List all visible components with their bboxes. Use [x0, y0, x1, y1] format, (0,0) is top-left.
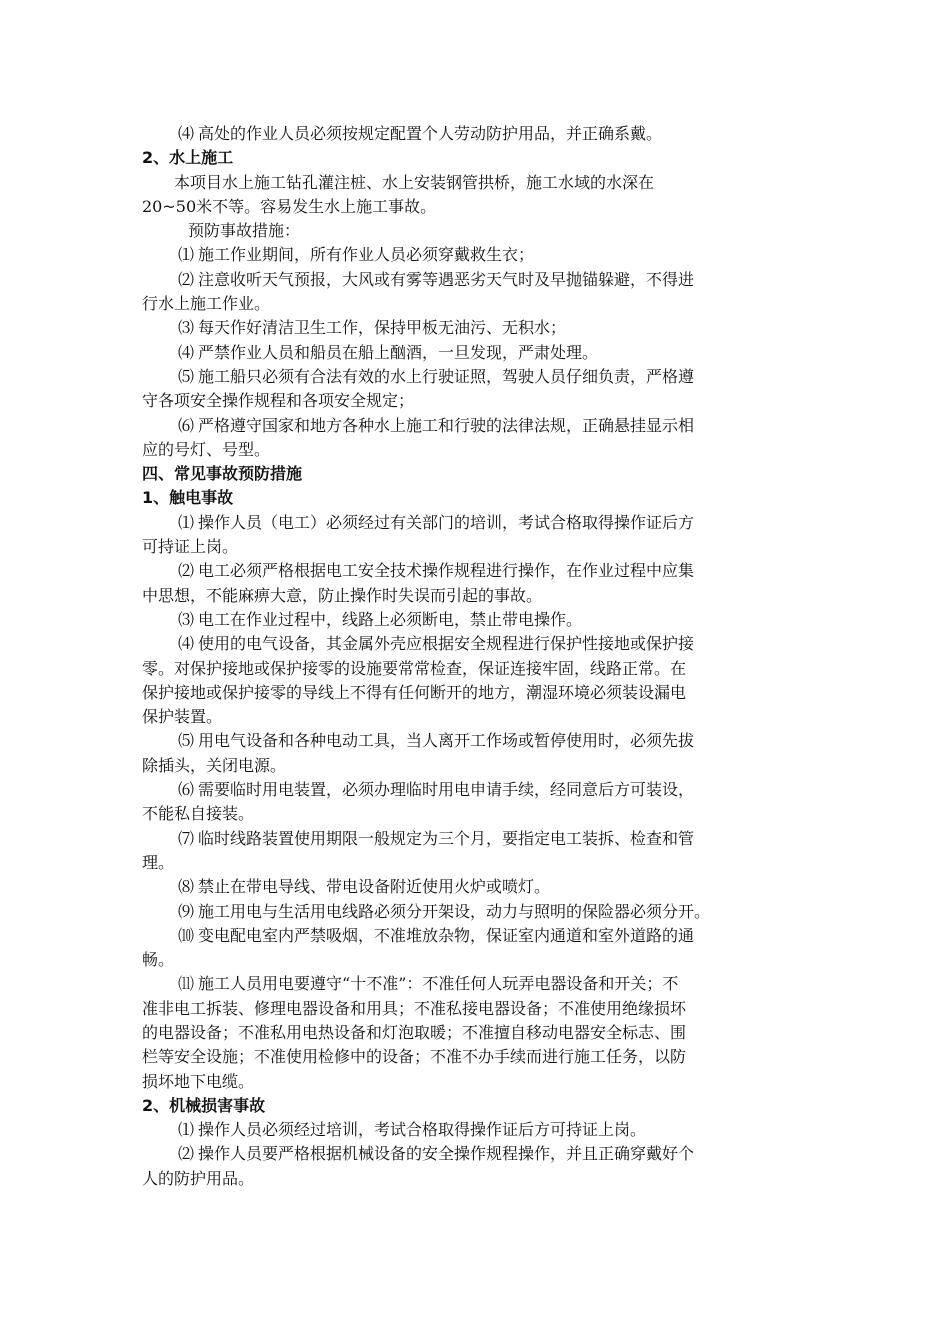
list-item — [142, 729, 818, 753]
list-item — [142, 972, 818, 996]
item-text: 注意收听天气预报，大风或有雾等遇恶劣天气时及早抛锚躲避，不得进 — [198, 269, 695, 289]
list-item — [142, 559, 818, 583]
item-number: ⑷ — [178, 634, 195, 654]
list-item — [142, 316, 818, 340]
item-text: 变电配电室内严禁吸烟，不准堆放杂物，保证室内通道和室外道路的通 — [198, 925, 695, 945]
continuation-line: 中思想，不能麻痹大意，防止操作时失误而引起的事故。 — [142, 585, 543, 605]
continuation-line: 的电器设备；不准私用电热设备和灯泡取暖；不准擅自移动电器安全标志、围 — [142, 1022, 687, 1042]
continuation-line: 保护装置。 — [142, 707, 223, 727]
list-item — [142, 122, 818, 146]
item-text: 高处的作业人员必须按规定配置个人劳动防护用品，并正确系戴。 — [198, 124, 663, 143]
list-item — [142, 924, 818, 948]
item-text: 禁止在带电导线、带电设备附近使用火炉或喷灯。 — [198, 877, 551, 897]
item-text: 临时线路装置使用期限一般规定为三个月，要指定电工装拆、检查和管 — [198, 828, 695, 848]
item-number: ⑸ — [178, 731, 195, 751]
list-item — [142, 268, 818, 292]
item-number: ⑻ — [178, 877, 195, 897]
continuation-line: 除插头，关闭电源。 — [142, 755, 287, 775]
list-item — [142, 243, 818, 267]
item-number: ⑴ — [178, 512, 195, 532]
list-item — [142, 365, 818, 389]
item-text: 施工用电与生活用电线路必须分开架设，动力与照明的保险器必须分开。 — [198, 901, 711, 921]
continuation-line: 人的防护用品。 — [142, 1168, 255, 1188]
item-text: 施工船只必须有合法有效的水上行驶证照，驾驶人员仔细负责，严格遵 — [198, 366, 695, 386]
item-text: 使用的电气设备，其金属外壳应根据安全规程进行保护性接地或保护接 — [198, 634, 695, 654]
item-number: ⑴ — [178, 1120, 195, 1140]
list-item — [142, 341, 818, 365]
item-number: ⑷ — [178, 124, 195, 143]
item-number: ⑴ — [178, 245, 195, 265]
item-text: 电工在作业过程中，线路上必须断电，禁止带电操作。 — [198, 609, 583, 629]
item-number: ⑶ — [178, 609, 195, 629]
section-heading: 1、触电事故 — [142, 488, 234, 508]
item-text: 需要临时用电装置，必须办理临时用电申请手续，经同意后方可装设， — [198, 780, 695, 800]
list-item — [142, 900, 818, 924]
item-number: ⑼ — [178, 901, 195, 921]
item-number: ⑷ — [178, 342, 195, 362]
continuation-line: 栏等安全设施；不准使用检修中的设备；不准不办手续而进行施工任务，以防 — [142, 1047, 687, 1067]
item-text: 施工人员用电要遵守“十不准”：不准任何人玩弄电器设备和开关；不 — [198, 974, 679, 994]
continuation-line: 保护接地或保护接零的导线上不得有任何断开的地方，潮湿环境必须装设漏电 — [142, 682, 687, 702]
paragraph-line: 本项目水上施工钻孔灌注桩、水上安装钢管拱桥，施工水域的水深在 — [174, 172, 655, 192]
section-heading: 四、常见事故预防措施 — [142, 464, 303, 484]
section-heading: 2、机械损害事故 — [142, 1095, 266, 1115]
list-item — [142, 1118, 818, 1142]
item-number: ⑾ — [178, 974, 195, 994]
continuation-line: 零。对保护接地或保护接零的设施要常常检查，保证连接牢固，线路正常。在 — [142, 658, 687, 678]
continuation-line: 理。 — [142, 852, 175, 872]
item-number: ⑹ — [178, 415, 195, 435]
item-number: ⑵ — [178, 1144, 195, 1164]
list-item — [142, 778, 818, 802]
continuation-line: 守各项安全操作规程和各项安全规定； — [142, 391, 415, 411]
continuation-line: 畅。 — [142, 950, 175, 970]
continuation-line: 应的号灯、号型。 — [142, 439, 271, 459]
item-text: 电工必须严格根据电工安全技术操作规程进行操作，在作业过程中应集 — [198, 561, 695, 581]
list-item — [142, 608, 818, 632]
section-heading: 2、水上施工 — [142, 148, 234, 168]
item-text: 每天作好清洁卫生工作，保持甲板无油污、无积水； — [198, 318, 567, 338]
list-item — [142, 632, 818, 656]
item-text: 操作人员要严格根据机械设备的安全操作规程操作，并且正确穿戴好个 — [198, 1144, 695, 1164]
item-text: 操作人员必须经过培训，考试合格取得操作证后方可持证上岗。 — [198, 1120, 647, 1140]
item-number: ⑵ — [178, 269, 195, 289]
item-number: ⑵ — [178, 561, 195, 581]
item-number: ⑽ — [178, 925, 195, 945]
list-item — [142, 414, 818, 438]
list-item — [142, 827, 818, 851]
item-text: 操作人员（电工）必须经过有关部门的培训，考试合格取得操作证后方 — [198, 512, 695, 532]
paragraph-line: 预防事故措施： — [188, 221, 301, 241]
continuation-line: 20~50米不等。容易发生水上施工事故。 — [142, 196, 437, 216]
continuation-line: 准非电工拆装、修理电器设备和用具；不准私接电器设备；不准使用绝缘损坏 — [142, 998, 687, 1018]
list-item — [142, 511, 818, 535]
item-text: 施工作业期间，所有作业人员必须穿戴救生衣； — [198, 245, 535, 265]
continuation-line: 行水上施工作业。 — [142, 294, 271, 314]
item-text: 用电气设备和各种电动工具，当人离开工作场或暂停使用时，必须先拔 — [198, 731, 695, 751]
item-number: ⑶ — [178, 318, 195, 338]
item-text: 严禁作业人员和船员在船上酗酒，一旦发现，严肃处理。 — [198, 342, 599, 362]
continuation-line: 损坏地下电缆。 — [142, 1071, 255, 1091]
list-item — [142, 1142, 818, 1166]
item-text: 严格遵守国家和地方各种水上施工和行驶的法律法规，正确悬挂显示相 — [198, 415, 695, 435]
list-item — [142, 875, 818, 899]
document-page — [142, 122, 818, 1191]
continuation-line: 可持证上岗。 — [142, 537, 239, 557]
item-number: ⑺ — [178, 828, 195, 848]
item-number: ⑸ — [178, 366, 195, 386]
continuation-line: 不能私自接装。 — [142, 804, 255, 824]
item-number: ⑹ — [178, 780, 195, 800]
